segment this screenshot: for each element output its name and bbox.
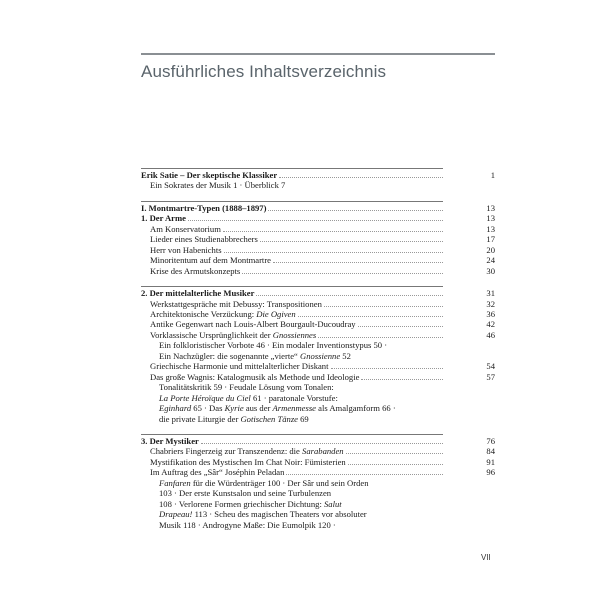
leader-dots bbox=[188, 220, 443, 221]
entry-title: Ein Sokrates der Musik 1 · Überblick 7 bbox=[150, 180, 286, 191]
page-title: Ausführliches Inhaltsverzeichnis bbox=[141, 62, 387, 81]
leader-dots bbox=[268, 210, 443, 211]
entry-title: I. Montmartre-Typen (1888–1897) bbox=[141, 202, 267, 213]
entry-title: Vorklassische Ursprünglichkeit der Gnossiennes bbox=[150, 329, 317, 340]
toc-entry bbox=[141, 371, 495, 382]
toc-subentry bbox=[141, 520, 443, 530]
leader-dots bbox=[324, 306, 443, 307]
entry-page-number: 42 bbox=[486, 319, 495, 330]
leader-dots bbox=[273, 262, 443, 263]
entry-title: 2. Der mittelalterliche Musiker bbox=[141, 288, 255, 299]
entry-page-number: 96 bbox=[486, 467, 495, 478]
leader-dots bbox=[224, 252, 443, 253]
entry-page-number: 31 bbox=[486, 288, 495, 299]
leader-dots bbox=[286, 474, 443, 475]
toc-chapter-entry bbox=[141, 288, 495, 299]
entry-page-number: 20 bbox=[486, 244, 495, 255]
toc-chapter-entry bbox=[141, 170, 495, 180]
leader-dots bbox=[358, 326, 443, 327]
toc-subentry bbox=[141, 351, 443, 361]
leader-dots bbox=[346, 453, 443, 454]
entry-title: Erik Satie – Der skeptische Klassiker bbox=[141, 170, 278, 180]
entry-title: Im Auftrag des „Sâr“ Joséphin Peladan bbox=[150, 467, 285, 478]
entry-title: Griechische Harmonie und mittelalterlicher Diskant bbox=[150, 361, 329, 372]
toc-subentry bbox=[141, 499, 443, 509]
entry-title: Fanfaren für die Würdenträger 100 · Der Sâr und sein Orden bbox=[159, 477, 369, 488]
page-number: VII bbox=[481, 553, 491, 562]
entry-title: die private Liturgie der Gotischen Tänze 69 bbox=[159, 413, 309, 424]
toc-entry bbox=[141, 456, 495, 467]
entry-title: Musik 118 · Androgyne Maße: Die Eumolpik 120 · bbox=[159, 519, 336, 530]
entry-title: Mystifikation des Mystischen Im Chat Noir: Fümisterien bbox=[150, 456, 346, 467]
leader-dots bbox=[279, 177, 443, 178]
entry-title: 103 · Der erste Kunstsalon und seine Turbulenzen bbox=[159, 488, 332, 499]
entry-title: Werkstattgespräche mit Debussy: Transpositionen bbox=[150, 298, 322, 309]
entry-title: Antike Gegenwart nach Louis-Albert Bourgault-Ducoudray bbox=[150, 319, 356, 330]
toc-entry bbox=[141, 329, 495, 340]
leader-dots bbox=[348, 464, 443, 465]
entry-title: Lieder eines Studienabbrechers bbox=[150, 234, 258, 245]
table-of-contents bbox=[141, 167, 495, 530]
toc-entry bbox=[141, 361, 495, 372]
toc-subentry bbox=[141, 393, 443, 403]
toc-subentry bbox=[141, 382, 443, 392]
leader-dots bbox=[260, 241, 443, 242]
toc-section bbox=[141, 285, 495, 424]
entry-page-number: 84 bbox=[486, 446, 495, 457]
leader-dots bbox=[242, 273, 443, 274]
toc-subentry bbox=[141, 180, 443, 190]
toc-entry bbox=[141, 265, 495, 276]
toc-subentry bbox=[141, 509, 443, 519]
toc-chapter-entry bbox=[141, 435, 495, 446]
entry-title: Ein Nachzügler: die sogenannte „vierte“ Gnossienne 52 bbox=[159, 350, 351, 361]
entry-title: Krise des Armutskonzepts bbox=[150, 265, 241, 276]
entry-page-number: 17 bbox=[486, 234, 495, 245]
toc-chapter-entry bbox=[141, 202, 495, 213]
toc-entry bbox=[141, 223, 495, 234]
leader-dots bbox=[318, 337, 443, 338]
toc-entry bbox=[141, 446, 495, 457]
entry-page-number: 54 bbox=[486, 361, 495, 372]
leader-dots bbox=[256, 295, 443, 296]
entry-title: Ein folkloristischer Vorbote 46 · Ein modaler Inventionstypus 50 · bbox=[159, 340, 388, 351]
entry-title: Am Konservatorium bbox=[150, 223, 221, 234]
leader-dots bbox=[298, 316, 443, 317]
entry-page-number: 1 bbox=[490, 170, 495, 180]
entry-page-number: 13 bbox=[486, 213, 495, 224]
leader-dots bbox=[361, 379, 443, 380]
entry-page-number: 91 bbox=[486, 456, 495, 467]
toc-section bbox=[141, 433, 495, 530]
entry-page-number: 57 bbox=[486, 371, 495, 382]
toc-entry bbox=[141, 234, 495, 245]
toc-subentry bbox=[141, 478, 443, 488]
entry-title: Drapeau! 113 · Scheu des magischen Theaters vor absoluter bbox=[159, 509, 367, 520]
entry-title: Minoritentum auf dem Montmartre bbox=[150, 255, 272, 266]
leader-dots bbox=[201, 443, 443, 444]
toc-entry bbox=[141, 467, 495, 478]
entry-title: Architektonische Verzückung: Die Ogiven bbox=[150, 308, 296, 319]
toc-section bbox=[141, 167, 495, 191]
entry-page-number: 13 bbox=[486, 202, 495, 213]
toc-subentry bbox=[141, 340, 443, 350]
toc-entry bbox=[141, 308, 495, 319]
toc-chapter-entry bbox=[141, 213, 495, 224]
entry-page-number: 24 bbox=[486, 255, 495, 266]
section-divider bbox=[141, 201, 443, 202]
entry-page-number: 76 bbox=[486, 435, 495, 446]
toc-entry bbox=[141, 244, 495, 255]
toc-entry bbox=[141, 298, 495, 309]
entry-title: Eginhard 65 · Das Kyrie aus der Armenmesse als Amalgamform 66 · bbox=[159, 403, 396, 414]
section-divider bbox=[141, 168, 443, 169]
leader-dots bbox=[223, 231, 443, 232]
entry-title: Tonalitätskritik 59 · Feudale Lösung vom Tonalen: bbox=[159, 382, 334, 393]
entry-title: 108 · Verlorene Formen griechischer Dichtung: Salut bbox=[159, 498, 342, 509]
entry-title: 3. Der Mystiker bbox=[141, 435, 199, 446]
toc-subentry bbox=[141, 488, 443, 498]
toc-subentry bbox=[141, 414, 443, 424]
entry-title: La Porte Héroïque du Ciel 61 · paratonale Vorstufe: bbox=[159, 392, 338, 403]
entry-title: Das große Wagnis: Katalogmusik als Methode und Ideologie bbox=[150, 371, 360, 382]
toc-subentry bbox=[141, 403, 443, 413]
leader-dots bbox=[331, 368, 444, 369]
entry-page-number: 36 bbox=[486, 308, 495, 319]
entry-page-number: 30 bbox=[486, 265, 495, 276]
entry-title: Chabriers Fingerzeig zur Transzendenz: die Sarabanden bbox=[150, 446, 344, 457]
entry-page-number: 46 bbox=[486, 329, 495, 340]
toc-entry bbox=[141, 319, 495, 330]
entry-title: Herr von Habenichts bbox=[150, 244, 222, 255]
entry-title: 1. Der Arme bbox=[141, 213, 186, 224]
toc-section bbox=[141, 200, 495, 276]
section-divider bbox=[141, 434, 443, 435]
top-rule bbox=[141, 53, 495, 55]
entry-page-number: 13 bbox=[486, 223, 495, 234]
entry-page-number: 32 bbox=[486, 298, 495, 309]
toc-entry bbox=[141, 255, 495, 266]
section-divider bbox=[141, 286, 443, 287]
